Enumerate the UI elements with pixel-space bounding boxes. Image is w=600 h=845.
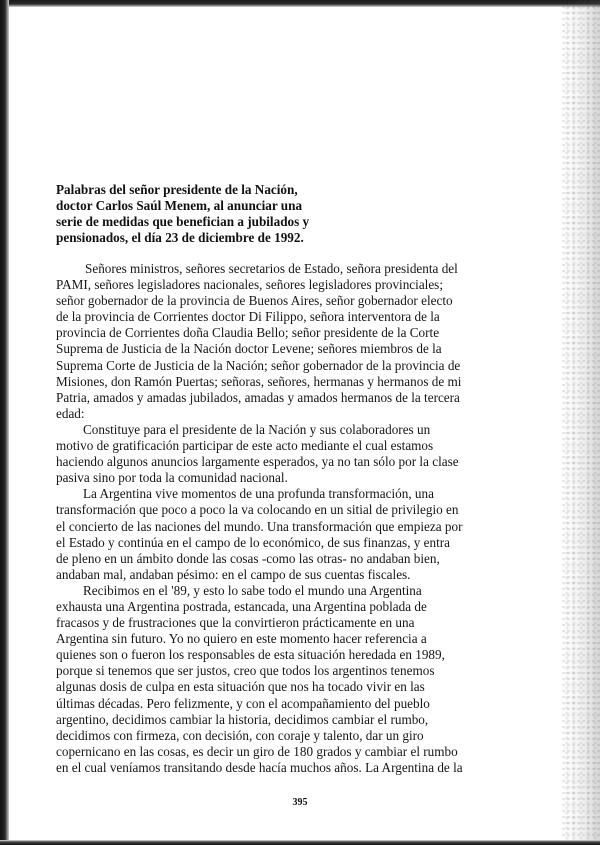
text-line: PAMI, señores legisladores nacionales, señores legisladores provinciales; xyxy=(56,277,443,293)
title-line: Palabras del señor presidente de la Nación, xyxy=(56,182,298,197)
text-line: de la provincia de Corrientes doctor Di Filippo, señora interventora de la xyxy=(56,309,440,325)
text-line: señor gobernador de la provincia de Buenos Aires, señor gobernador electo xyxy=(56,293,453,309)
text-line: en el cual veníamos transitando desde hacía muchos años. La Argentina de la xyxy=(56,759,463,775)
text-line: Suprema de Justicia de la Nación doctor Levene; señores miembros de la xyxy=(56,341,442,357)
paragraph-history xyxy=(56,583,468,776)
text-line: andaban mal, andaban pésimo: en el campo de sus cuentas fiscales. xyxy=(56,566,411,582)
text-line: últimas décadas. Pero felizmente, y con el acompañamiento del pueblo xyxy=(56,695,430,711)
text-line: Constituye para el presidente de la Nación y sus colaboradores un xyxy=(83,421,431,437)
text-line: copernicano en las cosas, es decir un giro de 180 grados y cambiar el rumbo xyxy=(56,743,458,759)
scan-edge-top xyxy=(0,0,600,7)
text-line: quienes son o fueron los responsables de esta situación heredada en 1989, xyxy=(56,647,445,663)
scan-edge-right xyxy=(562,0,600,845)
text-line: fracasos y de frustraciones que la convirtieron prácticamente en una xyxy=(56,615,415,631)
text-line: algunas dosis de culpa en esta situación que nos ha tocado vivir en las xyxy=(56,679,425,695)
text-line: argentino, decidimos cambiar la historia, decidimos cambiar el rumbo, xyxy=(56,711,429,727)
document-body xyxy=(56,261,468,776)
scan-edge-bottom xyxy=(0,840,600,845)
scan-edge-left xyxy=(0,0,9,845)
text-line: el Estado y continúa en el campo de lo económico, de sus finanzas, y entra xyxy=(56,534,451,550)
page-number: 395 xyxy=(292,797,308,808)
paragraph-gratification xyxy=(56,422,468,486)
text-line: de pleno en un ámbito donde las cosas -como las otras- no andaban bien, xyxy=(56,550,440,566)
text-line: Recibimos en el '89, y esto lo sabe todo el mundo una Argentina xyxy=(83,582,422,598)
text-line: Argentina sin futuro. Yo no quiero en este momento hacer referencia a xyxy=(56,631,427,647)
text-line: edad: xyxy=(56,405,85,421)
text-line: porque si tenemos que ser justos, creo que todos los argentinos tenemos xyxy=(56,663,435,679)
text-line: decidimos con firmeza, con decisión, con coraje y talento, dar un giro xyxy=(56,727,424,743)
text-line: La Argentina vive momentos de una profunda transformación, una xyxy=(83,486,434,502)
text-line: Suprema Corte de Justicia de la Nación; señor gobernador de la provincia de xyxy=(56,357,461,373)
text-line: motivo de gratificación participar de este acto mediante el cual estamos xyxy=(56,438,434,454)
text-line: haciendo algunos anuncios largamente esperados, ya no tan sólo por la clase xyxy=(56,454,459,470)
text-line: transformación que poco a poco la va colocando en un sitial de privilegio en xyxy=(56,502,459,518)
text-line: Patria, amados y amadas jubilados, amadas y amados hermanos de la tercera xyxy=(56,389,460,405)
text-line: pasiva sino por toda la comunidad nacional. xyxy=(56,470,288,486)
paragraph-salutation xyxy=(56,261,468,422)
text-line: provincia de Corrientes doña Claudia Bello; señor presidente de la Corte xyxy=(56,325,440,341)
text-line: Misiones, don Ramón Puertas; señoras, señores, hermanas y hermanos de mi xyxy=(56,373,462,389)
document-title xyxy=(56,182,316,246)
text-line: Señores ministros, señores secretarios de Estado, señora presidenta del xyxy=(85,261,458,276)
title-line: serie de medidas que benefician a jubilados y xyxy=(56,214,310,229)
title-line: doctor Carlos Saúl Menem, al anunciar una xyxy=(56,198,303,213)
text-line: el concierto de las naciones del mundo. Una transformación que empieza por xyxy=(56,518,463,534)
paragraph-transformation xyxy=(56,486,468,583)
text-line: exhausta una Argentina postrada, estancada, una Argentina poblada de xyxy=(56,598,427,614)
title-line: pensionados, el día 23 de diciembre de 1992. xyxy=(56,230,304,245)
